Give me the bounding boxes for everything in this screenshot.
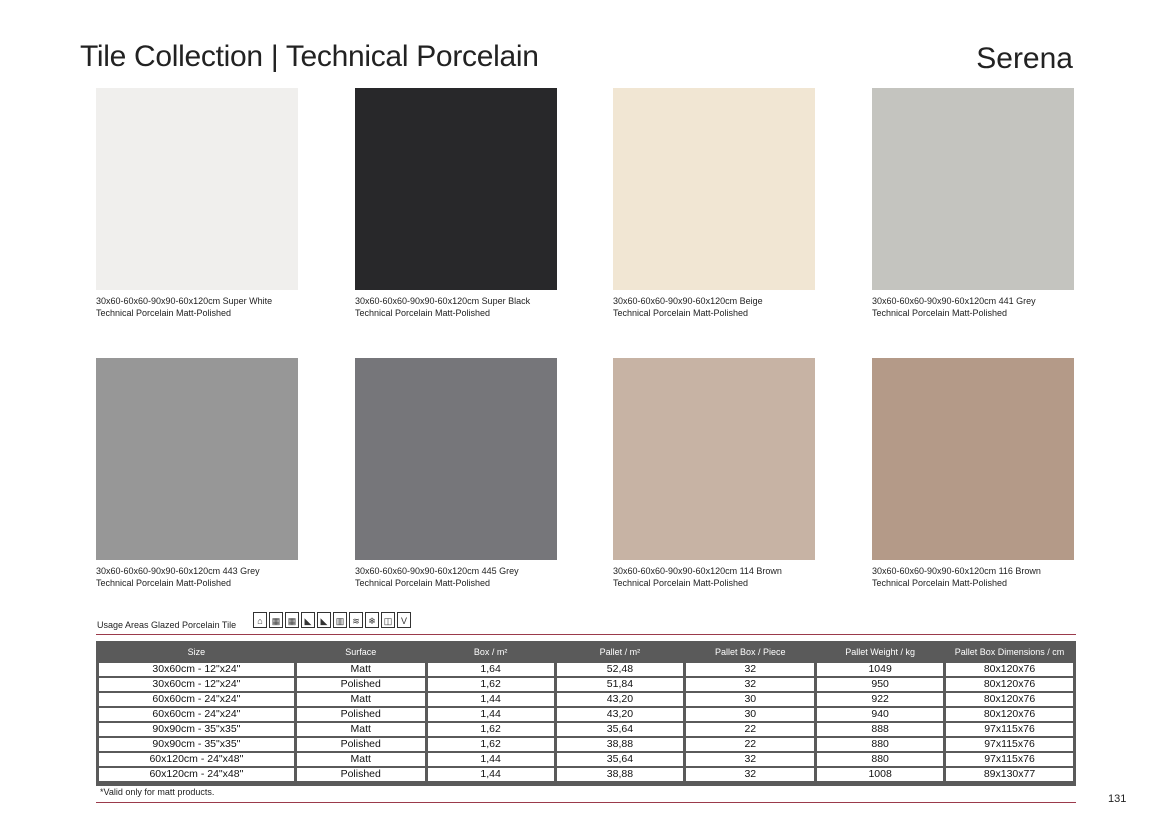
table-cell: 60x120cm - 24"x48": [99, 753, 294, 766]
tile-swatch: [355, 88, 557, 290]
table-cell: 80x120x76: [946, 693, 1073, 706]
table-cell: 97x115x76: [946, 723, 1073, 736]
divider-top: [96, 634, 1076, 635]
table-header-cell: Pallet Box Dimensions / cm: [954, 646, 1065, 657]
tile-caption-line1: 30x60-60x60-90x90-60x120cm Beige: [613, 296, 763, 306]
table-cell: 90x90cm - 35"x35": [99, 738, 294, 751]
table-row: [99, 723, 1073, 736]
table-cell: Matt: [297, 723, 425, 736]
footnote: *Valid only for matt products.: [100, 787, 215, 797]
table-cell: 35,64: [557, 723, 684, 736]
table-cell: 30: [686, 693, 814, 706]
wall-icon: ▥: [333, 612, 347, 628]
tile-swatch: [872, 88, 1074, 290]
tile-caption: [96, 565, 326, 589]
table-cell: 38,88: [557, 738, 684, 751]
page-number: 131: [1108, 793, 1127, 805]
grid-icon: ▦: [285, 612, 299, 628]
table-cell: 43,20: [557, 693, 684, 706]
table-row: [99, 738, 1073, 751]
table-row: [99, 768, 1073, 781]
stairs-icon: ◣: [317, 612, 331, 628]
tile-caption-line2: Technical Porcelain Matt-Polished: [872, 308, 1008, 318]
tile-caption-line1: 30x60-60x60-90x90-60x120cm 114 Brown: [613, 566, 782, 576]
collection-name: Serena: [976, 42, 1073, 75]
table-cell: 22: [686, 738, 814, 751]
table-cell: 1049: [817, 663, 943, 676]
pool-icon: ≋: [349, 612, 363, 628]
table-cell: 940: [817, 708, 943, 721]
stairs-icon: ◣: [301, 612, 315, 628]
table-cell: 30x60cm - 12"x24": [99, 663, 294, 676]
table-cell: 32: [686, 678, 814, 691]
table-cell: 880: [817, 738, 943, 751]
tile-swatch: [613, 88, 815, 290]
table-cell: Matt: [297, 663, 425, 676]
table-cell: 1,44: [428, 693, 554, 706]
table-cell: 90x90cm - 35"x35": [99, 723, 294, 736]
table-header-cell: Pallet Box / Piece: [715, 646, 786, 657]
tile-caption: [613, 565, 843, 589]
table-row: [99, 693, 1073, 706]
table-cell: 1,62: [428, 678, 554, 691]
tile-caption-line2: Technical Porcelain Matt-Polished: [96, 308, 232, 318]
table-cell: 1,62: [428, 723, 554, 736]
table-cell: 22: [686, 723, 814, 736]
table-cell: 32: [686, 768, 814, 781]
table-cell: 60x120cm - 24"x48": [99, 768, 294, 781]
table-cell: 80x120x76: [946, 663, 1073, 676]
table-header-cell: Box / m²: [473, 646, 508, 657]
table-cell: Polished: [297, 768, 425, 781]
tile-caption-line1: 30x60-60x60-90x90-60x120cm 445 Grey: [355, 566, 519, 576]
table-cell: 30: [686, 708, 814, 721]
table-row: [99, 663, 1073, 676]
page-title: Tile Collection | Technical Porcelain: [80, 40, 539, 73]
table-body: [99, 663, 1073, 781]
tile-caption-line1: 30x60-60x60-90x90-60x120cm 443 Grey: [96, 566, 260, 576]
table-header-cell: Surface: [345, 646, 377, 657]
table-cell: Polished: [297, 708, 425, 721]
table-cell: 1,44: [428, 708, 554, 721]
table-cell: 1,62: [428, 738, 554, 751]
house-icon: ⌂: [253, 612, 267, 628]
tile-caption-line2: Technical Porcelain Matt-Polished: [613, 308, 749, 318]
table-cell: 1,64: [428, 663, 554, 676]
table-cell: Matt: [297, 693, 425, 706]
table-cell: Polished: [297, 738, 425, 751]
table-header-row: [99, 643, 1073, 661]
table-cell: 880: [817, 753, 943, 766]
table-header-cell: Pallet / m²: [599, 646, 641, 657]
tile-caption: [96, 295, 326, 319]
table-cell: 922: [817, 693, 943, 706]
table-cell: 30x60cm - 12"x24": [99, 678, 294, 691]
table-cell: Polished: [297, 678, 425, 691]
frost-icon: ❄: [365, 612, 379, 628]
grid-icon: ▦: [269, 612, 283, 628]
table-row: [99, 753, 1073, 766]
tile-caption: [355, 565, 585, 589]
table-row: [99, 708, 1073, 721]
table-cell: Matt: [297, 753, 425, 766]
tile-caption-line2: Technical Porcelain Matt-Polished: [872, 578, 1008, 588]
tile-swatch: [872, 358, 1074, 560]
table-cell: 97x115x76: [946, 753, 1073, 766]
table-cell: 51,84: [557, 678, 684, 691]
table-cell: 32: [686, 663, 814, 676]
tile-caption-line1: 30x60-60x60-90x90-60x120cm Super White: [96, 296, 273, 306]
tile-caption-line2: Technical Porcelain Matt-Polished: [96, 578, 232, 588]
tile-caption-line2: Technical Porcelain Matt-Polished: [355, 578, 491, 588]
tile-swatch: [96, 88, 298, 290]
table-cell: 80x120x76: [946, 678, 1073, 691]
table-cell: 60x60cm - 24"x24": [99, 708, 294, 721]
table-cell: 32: [686, 753, 814, 766]
spec-table: [96, 641, 1076, 786]
table-cell: 60x60cm - 24"x24": [99, 693, 294, 706]
table-cell: 38,88: [557, 768, 684, 781]
table-cell: 97x115x76: [946, 738, 1073, 751]
tile-swatch: [613, 358, 815, 560]
tile-caption-line2: Technical Porcelain Matt-Polished: [355, 308, 491, 318]
tile-caption-line1: 30x60-60x60-90x90-60x120cm 116 Brown: [872, 566, 1041, 576]
table-header-cell: Size: [187, 646, 206, 657]
table-cell: 1,44: [428, 768, 554, 781]
table-header-cell: Pallet Weight / kg: [845, 646, 916, 657]
table-cell: 89x130x77: [946, 768, 1073, 781]
tile-caption: [613, 295, 843, 319]
tile-swatch: [355, 358, 557, 560]
usage-icons: [253, 612, 411, 628]
table-cell: 52,48: [557, 663, 684, 676]
table-cell: 80x120x76: [946, 708, 1073, 721]
usage-areas-label: Usage Areas Glazed Porcelain Tile: [97, 620, 237, 630]
tile-caption: [355, 295, 585, 319]
tile-swatch: [96, 358, 298, 560]
table-row: [99, 678, 1073, 691]
table-cell: 35,64: [557, 753, 684, 766]
table-cell: 1,44: [428, 753, 554, 766]
tile-caption: [872, 565, 1102, 589]
table-cell: 43,20: [557, 708, 684, 721]
table-cell: 888: [817, 723, 943, 736]
table-cell: 1008: [817, 768, 943, 781]
tile-icon: ◫: [381, 612, 395, 628]
table-cell: 950: [817, 678, 943, 691]
divider-bottom: [96, 802, 1076, 803]
tile-caption-line1: 30x60-60x60-90x90-60x120cm Super Black: [355, 296, 531, 306]
tile-caption: [872, 295, 1102, 319]
tile-caption-line2: Technical Porcelain Matt-Polished: [613, 578, 749, 588]
v-icon: V: [397, 612, 411, 628]
tile-caption-line1: 30x60-60x60-90x90-60x120cm 441 Grey: [872, 296, 1036, 306]
